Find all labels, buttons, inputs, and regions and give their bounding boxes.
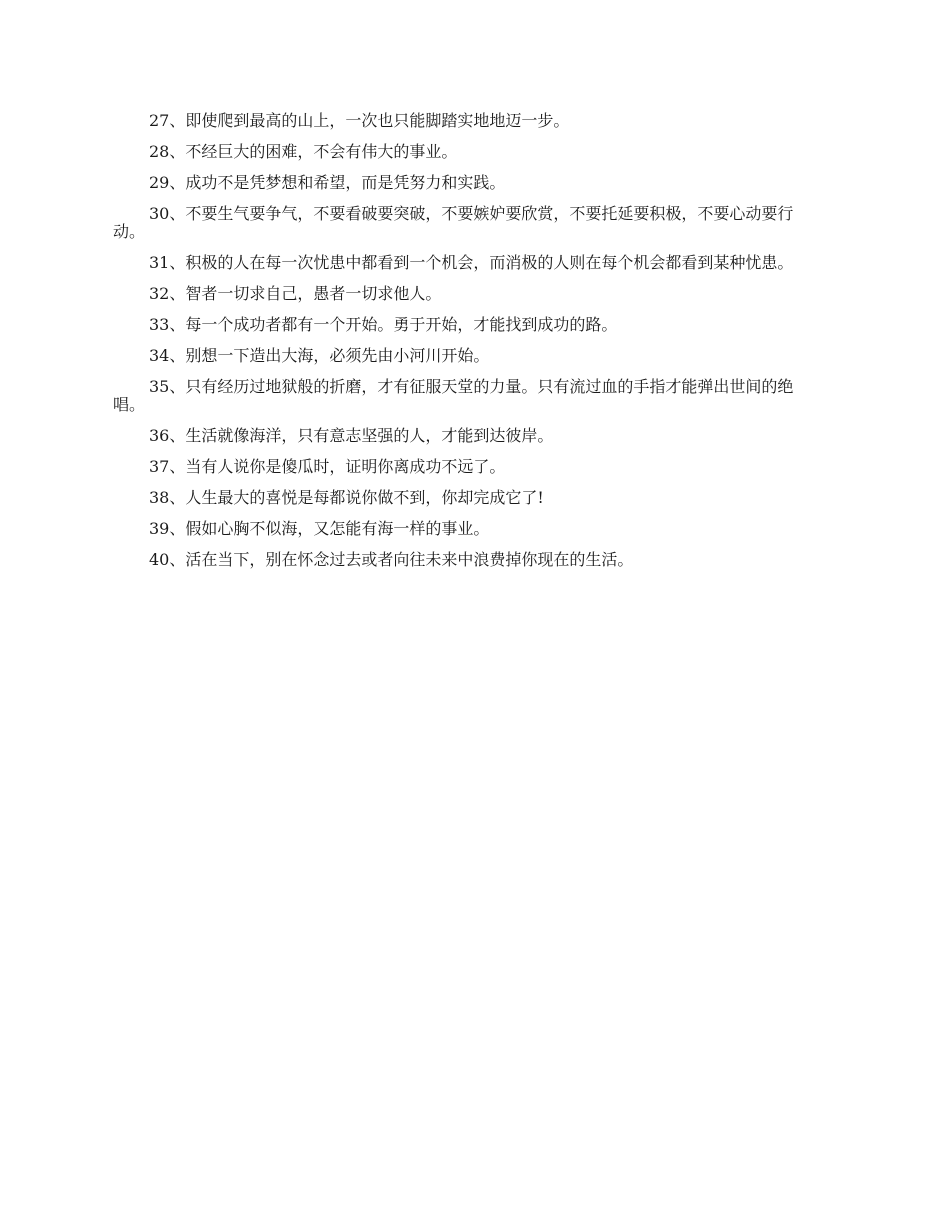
quote-paragraph-29: 29、成功不是凭梦想和希望，而是凭努力和实践。 — [149, 173, 506, 192]
quote-paragraph-40: 40、活在当下，别在怀念过去或者向往未来中浪费掉你现在的生活。 — [149, 550, 634, 569]
quote-paragraph-36: 36、生活就像海洋，只有意志坚强的人，才能到达彼岸。 — [149, 426, 554, 445]
quote-paragraph-33: 33、每一个成功者都有一个开始。勇于开始，才能找到成功的路。 — [149, 315, 618, 334]
quote-paragraph-35: 35、只有经历过地狱般的折磨，才有征服天堂的力量。只有流过血的手指才能弹出世间的绝唱。 — [113, 377, 794, 414]
quote-paragraph-39: 39、假如心胸不似海，又怎能有海一样的事业。 — [149, 519, 490, 538]
quote-paragraph-27: 27、即使爬到最高的山上，一次也只能脚踏实地地迈一步。 — [149, 111, 570, 130]
quote-paragraph-28: 28、不经巨大的困难，不会有伟大的事业。 — [149, 142, 458, 161]
quote-paragraph-38: 38、人生最大的喜悦是每都说你做不到，你却完成它了! — [149, 488, 544, 507]
quote-list — [113, 112, 825, 582]
quote-paragraph-31: 31、积极的人在每一次忧患中都看到一个机会，而消极的人则在每个机会都看到某种忧患。 — [149, 253, 794, 272]
quote-paragraph-32: 32、智者一切求自己，愚者一切求他人。 — [149, 284, 442, 303]
quote-paragraph-30: 30、不要生气要争气，不要看破要突破，不要嫉妒要欣赏，不要托延要积极，不要心动要行动。 — [113, 204, 794, 241]
quote-paragraph-37: 37、当有人说你是傻瓜时，证明你离成功不远了。 — [149, 457, 506, 476]
quote-paragraph-34: 34、别想一下造出大海，必须先由小河川开始。 — [149, 346, 490, 365]
